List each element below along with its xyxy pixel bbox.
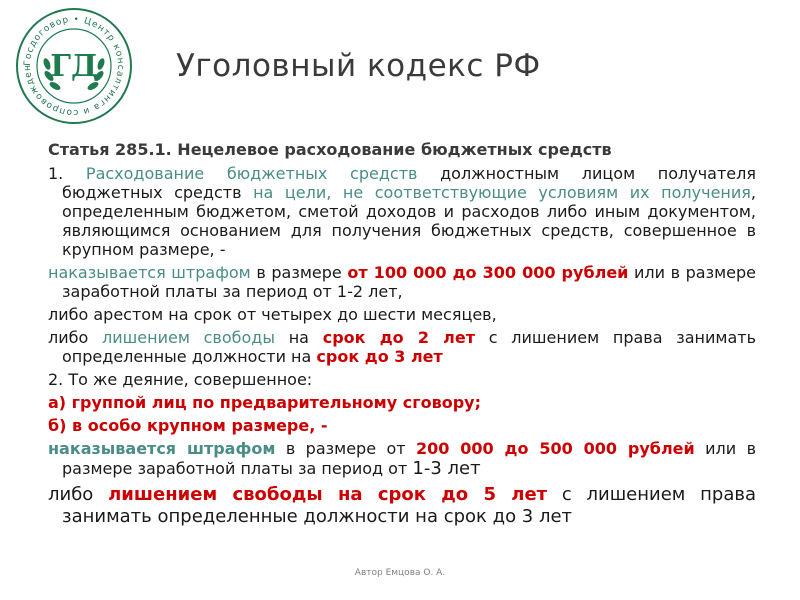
p1-text-rest: , определенным бюджетом, сметой доходов и расходов либо иным документом, являющимся основанием для получения бюджетных средств, совершенное в крупном размере, - [62, 183, 756, 259]
paragraph-4 [48, 328, 756, 366]
p1-highlight-spending: Расходование бюджетных средств [85, 164, 418, 183]
paragraph-1 [48, 164, 756, 259]
p6-text: а) группой лиц по предварительному сговору; [48, 393, 481, 412]
paragraph-2 [48, 263, 756, 301]
footer-author: Автор Емцова О. А. [354, 568, 446, 578]
paragraph-9 [48, 484, 756, 528]
p9-imprisonment: лишением свободы на срок до 5 лет [108, 484, 548, 505]
paragraph-8 [48, 439, 756, 480]
logo [14, 6, 134, 126]
p4-term-2: срок до 3 лет [316, 347, 443, 366]
p8-term: 1-3 лет [412, 458, 481, 479]
p1-text: должностным лицом получателя бюджетных средств [62, 164, 757, 202]
logo-emblem-icon [14, 6, 134, 126]
p2-text-rest: или в размере заработной платы за период от 1-2 лет, [62, 263, 757, 301]
p9-text: либо [48, 484, 109, 505]
p1-num: 1. [48, 164, 86, 183]
page-title: Уголовный кодекс РФ [176, 48, 541, 84]
p8-amount: 200 000 до 500 000 рублей [415, 439, 695, 458]
paragraph-6 [48, 393, 756, 412]
p2-amount: от 100 000 до 300 000 рублей [347, 263, 629, 282]
p4-text-2: на [275, 328, 323, 347]
p9-text-rest: с лишением права занимать определенные должности на срок до 3 лет [62, 484, 756, 527]
p8-text: в размере от [275, 439, 416, 458]
p5-text: 2. То же деяние, совершенное: [48, 370, 313, 389]
p7-text: б) в особо крупном размере, - [48, 416, 328, 435]
p4-imprisonment: лишением свободы [102, 328, 275, 347]
paragraph-7 [48, 416, 756, 435]
article-content [48, 164, 756, 528]
p4-text-3: с лишением права занимать определенные должности на [62, 328, 757, 366]
paragraph-5 [48, 370, 756, 389]
p8-text-2: или в размере заработной платы за период от [62, 439, 757, 478]
p3-text: либо арестом на срок от четырех до шести месяцев, [48, 305, 497, 324]
p2-penalty: наказывается штрафом [48, 263, 251, 282]
paragraph-3 [48, 305, 756, 324]
p2-text: в размере [250, 263, 348, 282]
svg-text:Госдоговор • Центр консалтинга: Госдоговор • Центр консалтинга и сопровожден [22, 14, 126, 118]
p4-term: срок до 2 лет [322, 328, 476, 347]
article-title: Статья 285.1. Нецелевое расходование бюджетных средств [48, 140, 612, 159]
p1-highlight-purposes: на цели, не соответствующие условиям их получения [253, 183, 751, 202]
p8-penalty: наказывается штрафом [48, 439, 276, 458]
p4-text: либо [48, 328, 103, 347]
svg-text:ГД: ГД [50, 49, 98, 84]
